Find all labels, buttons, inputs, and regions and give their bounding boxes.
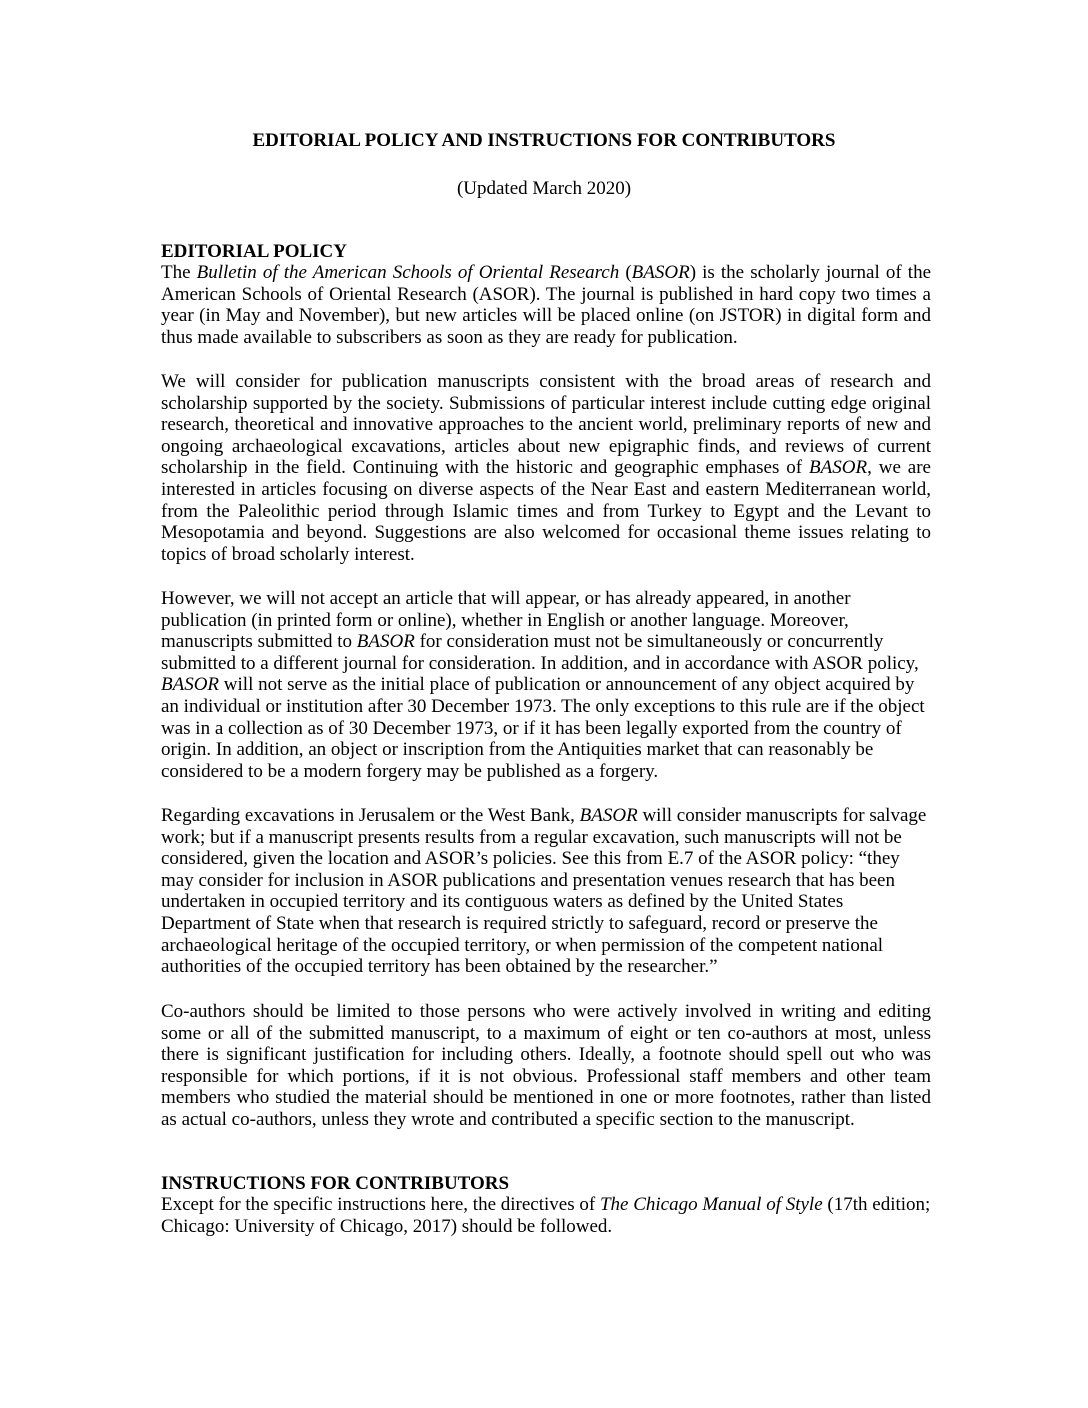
italic-run: BASOR xyxy=(631,262,690,283)
text-run: The xyxy=(161,262,197,283)
text-run: We will consider for publication manuscripts consistent with the broad areas of research and scholarship supported by the society. Submissions of particular interest include cutting edge original research, theoretical and innovative approaches to the ancient world, preliminary reports of new and ongoing archaeological excavations, articles about new epigraphic finds, and reviews of current scholarship in the field. Continuing with the historic and geographic emphases of xyxy=(161,371,931,479)
document-title: EDITORIAL POLICY AND INSTRUCTIONS FOR CONTRIBUTORS xyxy=(252,130,836,151)
italic-run: BASOR xyxy=(356,631,415,653)
text-run: ( xyxy=(619,262,632,283)
italic-run: BASOR xyxy=(161,674,220,696)
italic-run: BASOR xyxy=(809,457,868,479)
text-run: , we are interested in articles focusing on diverse aspects of the Near East and eastern Mediterranean world, from the Paleolithic period through Islamic times and from Turkey to Egypt and the Levant to Mesopotamia and beyond. Suggestions are also welcomed for occasional theme issues relating to topics of broad scholarly interest. xyxy=(161,457,931,565)
text-run: will not serve as the initial place of publication or announcement of any object acquired by an individual or institution after 30 December 1973. The only exceptions to this rule are if the object was in a collection as of 30 December 1973, or if it has been legally exported from the country of origin. In addition, an object or inscription from the Antiquities market that can reasonably be considered to be a modern forgery may be published as a forgery. xyxy=(161,674,925,782)
text-run: Regarding excavations in Jerusalem or the West Bank, xyxy=(161,805,580,826)
text-run: ) is the scholarly journal of the American Schools of Oriental Research (ASOR). The journal is published in hard copy two times a year (in May and November), but new articles will be placed online (on JSTOR) in digital form and thus made available to subscribers as soon as they are ready for publication. xyxy=(161,262,932,348)
updated-date: (Updated March 2020) xyxy=(456,178,632,199)
instructions-heading: INSTRUCTIONS FOR CONTRIBUTORS xyxy=(161,1173,510,1194)
instructions-paragraph-1 xyxy=(161,1194,931,1237)
italic-run: Bulletin of the American Schools of Oriental Research xyxy=(196,262,620,283)
italic-run: BASOR xyxy=(579,805,638,826)
text-run: Except for the specific instructions here, the directives of xyxy=(161,1194,600,1215)
editorial-policy-paragraph-2 xyxy=(161,371,931,565)
editorial-policy-paragraph-4 xyxy=(161,805,931,978)
editorial-policy-paragraph-3 xyxy=(161,588,931,782)
text-run: for consideration must not be simultaneously or concurrently submitted to a different journal for consideration. In addition, and in accordance with ASOR policy, xyxy=(161,631,919,674)
editorial-policy-heading: EDITORIAL POLICY xyxy=(161,241,348,262)
editorial-policy-paragraph-1 xyxy=(161,262,931,348)
text-run: will consider manuscripts for salvage work; but if a manuscript presents results from a regular excavation, such manuscripts will not be considered, given the location and ASOR’s policies. See this from E.7 of the ASOR policy: “they may consider for inclusion in ASOR publications and presentation venues research that has been undertaken in occupied territory and its contiguous waters as defined by the United States Department of State when that research is required strictly to safeguard, record or preserve the archaeological heritage of the occupied territory, or when permission of the competent national authorities of the occupied territory has been obtained by the researcher.” xyxy=(161,805,927,978)
text-run: (17th edition; Chicago: University of Chicago, 2017) should be followed. xyxy=(161,1194,931,1237)
editorial-policy-paragraph-5: Co-authors should be limited to those persons who were actively involved in writing and editing some or all of the submitted manuscript, to a maximum of eight or ten co-authors at most, unless there is significant justification for including others. Ideally, a footnote should spell out who was responsible for which portions, if it is not obvious. Professional staff members and other team members who studied the material should be mentioned in one or more footnotes, rather than listed as actual co-authors, unless they wrote and contributed a specific section to the manuscript. xyxy=(161,1001,931,1130)
italic-run: The Chicago Manual of Style xyxy=(599,1194,823,1215)
text-run: However, we will not accept an article that will appear, or has already appeared, in another publication (in printed form or online), whether in English or another language. Moreover, manuscripts submitted to xyxy=(161,588,851,653)
